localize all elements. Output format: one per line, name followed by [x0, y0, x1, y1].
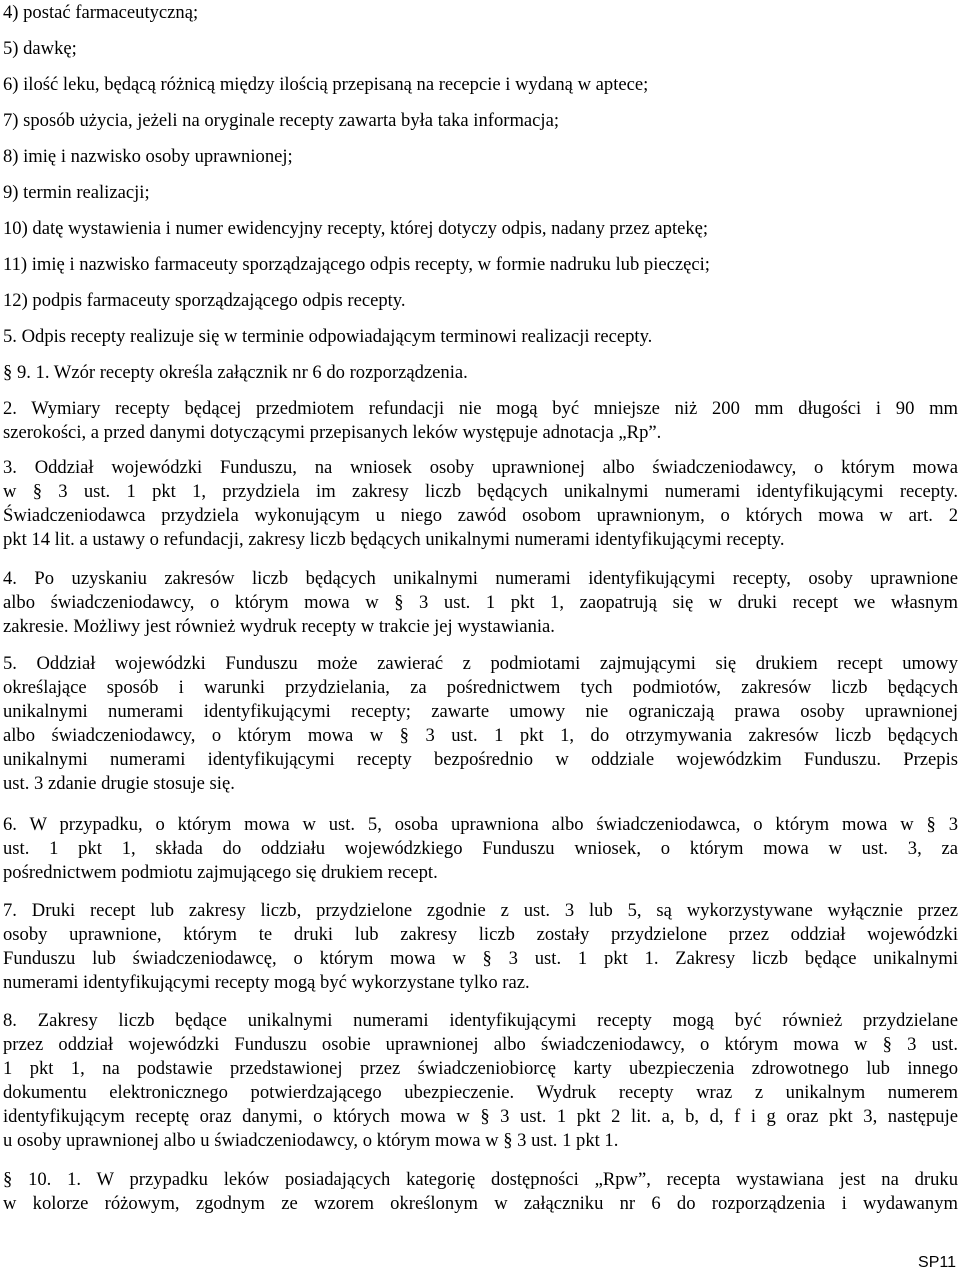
paragraph-6 [3, 813, 958, 885]
list-item: 6) ilość leku, będącą różnicą między ilością przepisaną na recepcie i wydaną w aptece; [3, 74, 649, 95]
paragraph-2 [3, 397, 958, 445]
text-line: ust. 3 zdanie drugie stosuje się. [3, 773, 235, 794]
paragraph-8 [3, 1009, 958, 1153]
text-line: 3. Oddział wojewódzki Funduszu, na wniosek osoby uprawnionej albo świadczeniodawcy, o którym mowa [3, 457, 958, 478]
text-line: 8. Zakresy liczb będące unikalnymi numerami identyfikującymi recepty mogą być również przydzielane [3, 1010, 958, 1031]
text-line: 4. Po uzyskaniu zakresów liczb będących unikalnymi numerami identyfikującymi recepty, osoby uprawnione [3, 568, 958, 589]
list-item: 10) datę wystawienia i numer ewidencyjny recepty, której dotyczy odpis, nadany przez aptekę; [3, 218, 709, 239]
paragraph-7 [3, 899, 958, 995]
text-line: pośrednictwem podmiotu zajmującego się drukiem recept. [3, 862, 438, 883]
text-line: § 10. 1. W przypadku leków posiadających kategorię dostępności „Rpw”, recepta wystawiana jest na druku [3, 1169, 958, 1190]
text-line: albo świadczeniodawcy, o którym mowa w § 3 ust. 1 pkt 1, do otrzymywania zakresów liczb będących [3, 725, 958, 746]
paragraph-3 [3, 456, 958, 552]
text-line: w § 3 ust. 1 pkt 1, przydziela im zakresy liczb będących unikalnymi numerami identyfikującymi recepty. [3, 481, 958, 502]
section-9-heading: § 9. 1. Wzór recepty określa załącznik nr 6 do rozporządzenia. [3, 362, 468, 383]
text-line: przez oddział wojewódzki Funduszu osobie uprawnionej albo świadczeniodawcy, o którym mowa w § 3 ust. [3, 1034, 958, 1055]
text-line: Świadczeniodawca przydziela wykonującym u niego zawód osobom uprawnionym, o których mowa w art. 2 [3, 505, 958, 526]
section-10-paragraph [3, 1168, 958, 1216]
list-item: 5) dawkę; [3, 38, 77, 59]
text-line: w kolorze różowym, zgodnym ze wzorem określonym w załączniku nr 6 do rozporządzenia i wydawanym [3, 1193, 958, 1214]
page-number-label: SP11 [918, 1254, 956, 1271]
text-line: ust. 1 pkt 1, składa do oddziału wojewódzkiego Funduszu wniosek, o którym mowa w ust. 3, za [3, 838, 958, 859]
paragraph-5 [3, 652, 958, 796]
text-line: Funduszu lub świadczeniodawcę, o którym mowa w § 3 ust. 1 pkt 1. Zakresy liczb będące unikalnymi [3, 948, 958, 969]
text-line: 1 pkt 1, na podstawie przedstawionej przez świadczeniobiorcę karty ubezpieczenia zdrowotnego lub innego [3, 1058, 958, 1079]
text-line: 2. Wymiary recepty będącej przedmiotem refundacji nie mogą być mniejsze niż 200 mm długości i 90 mm [3, 398, 958, 419]
text-line: identyfikującym receptę oraz danymi, o których mowa w § 3 ust. 1 pkt 2 lit. a, b, d, f i g oraz pkt 3, następuje [3, 1106, 958, 1127]
text-line: pkt 14 lit. a ustawy o refundacji, zakresy liczb będących unikalnymi numerami identyfikującymi recepty. [3, 529, 785, 550]
list-item: 7) sposób użycia, jeżeli na oryginale recepty zawarta była taka informacja; [3, 110, 560, 131]
text-line: 5. Oddział wojewódzki Funduszu może zawierać z podmiotami zajmującymi się drukiem recept umowy [3, 653, 958, 674]
text-line: określające sposób i warunki przydzielania, za pośrednictwem tych podmiotów, zakresów liczb będących [3, 677, 958, 698]
text-line: unikalnymi numerami identyfikującymi recepty bezpośrednio w oddziale wojewódzkim Funduszu. Przepis [3, 749, 958, 770]
paragraph-4 [3, 567, 958, 639]
text-line: dokumentu elektronicznego potwierdzającego ubezpieczenie. Wydruk recepty wraz z unikalnym numerem [3, 1082, 958, 1103]
list-item: 9) termin realizacji; [3, 182, 150, 203]
text-line: albo świadczeniodawcy, o którym mowa w § 3 ust. 1 pkt 1, zaopatrują się w druki recept we własnym [3, 592, 958, 613]
text-line: numerami identyfikującymi recepty mogą być wykorzystane tylko raz. [3, 972, 530, 993]
list-item: 11) imię i nazwisko farmaceuty sporządzającego odpis recepty, w formie nadruku lub pieczęci; [3, 254, 710, 275]
text-line: 7. Druki recept lub zakresy liczb, przydzielone zgodnie z ust. 3 lub 5, są wykorzystywane wyłącznie przez [3, 900, 958, 921]
list-item: 8) imię i nazwisko osoby uprawnionej; [3, 146, 293, 167]
text-line: zakresie. Możliwy jest również wydruk recepty w trakcie jej wystawiania. [3, 616, 555, 637]
section-5-paragraph: 5. Odpis recepty realizuje się w terminie odpowiadającym terminowi realizacji recepty. [3, 326, 653, 347]
text-line: unikalnymi numerami identyfikującymi recepty; zawarte umowy nie ograniczają prawa osoby uprawnionej [3, 701, 958, 722]
list-item: 4) postać farmaceutyczną; [3, 2, 199, 23]
text-line: 6. W przypadku, o którym mowa w ust. 5, osoba uprawniona albo świadczeniodawca, o którym mowa w § 3 [3, 814, 958, 835]
list-item: 12) podpis farmaceuty sporządzającego odpis recepty. [3, 290, 406, 311]
text-line: u osoby uprawnionej albo u świadczeniodawcy, o którym mowa w § 3 ust. 1 pkt 1. [3, 1130, 619, 1151]
text-line: osoby uprawnione, którym te druki lub zakresy liczb zostały przydzielone przez oddział wojewódzki [3, 924, 958, 945]
text-line: szerokości, a przed danymi dotyczącymi przepisanych leków występuje adnotacja „Rp”. [3, 422, 662, 443]
